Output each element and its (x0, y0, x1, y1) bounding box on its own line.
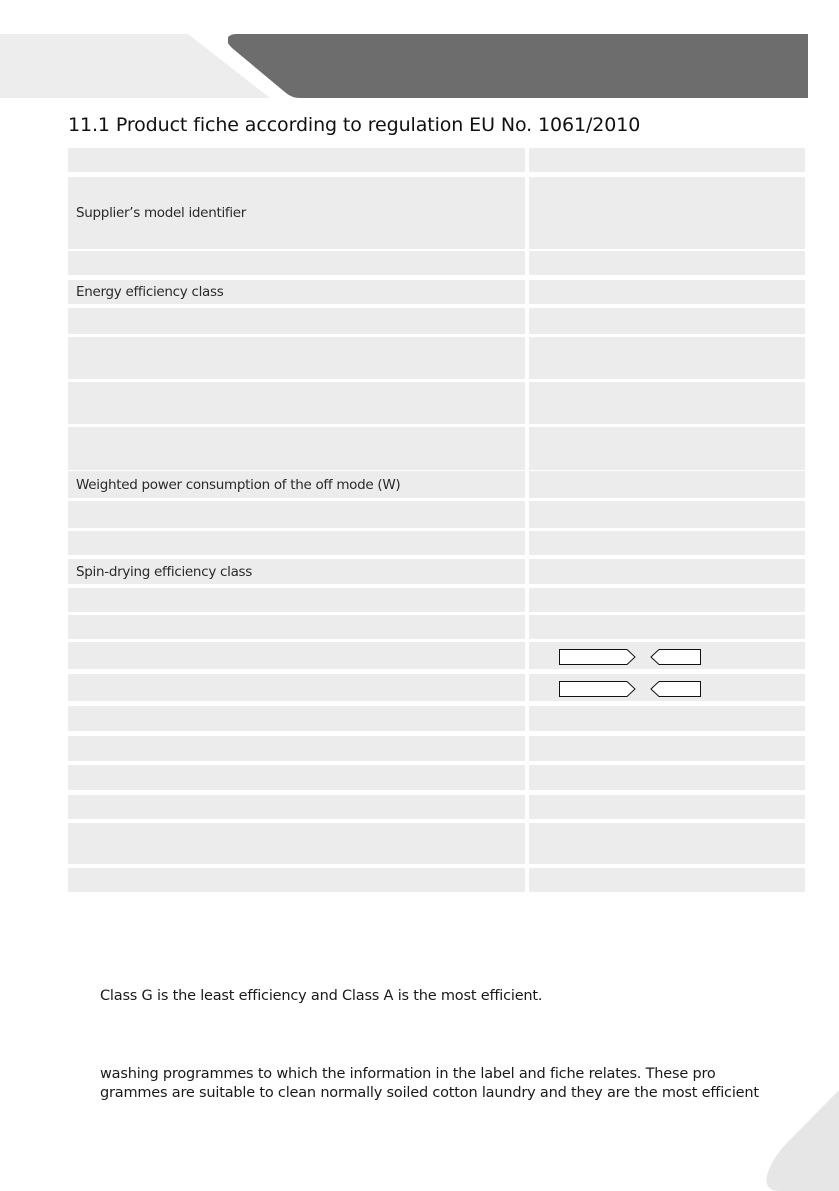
class-arrow-left-icon (651, 650, 701, 665)
fiche-value-cell (529, 280, 805, 304)
class-arrow-right-icon (560, 650, 636, 665)
fiche-row (68, 251, 805, 275)
class-arrow-right-icon (560, 682, 636, 697)
fiche-value-cell (529, 868, 805, 892)
efficiency-arrow-icon (559, 681, 701, 697)
fiche-value-cell (529, 148, 805, 172)
fiche-value-cell (529, 823, 805, 864)
fiche-label-cell (68, 642, 525, 669)
programme-note-line-2: grammes are suitable to clean normally soiled cotton laundry and they are the most efficient (100, 1085, 759, 1101)
page-corner-tab (760, 1090, 839, 1191)
fiche-value-cell (529, 642, 805, 669)
fiche-value-cell (529, 588, 805, 612)
fiche-label-cell (68, 823, 525, 864)
fiche-label-cell (68, 674, 525, 701)
fiche-label-cell (68, 615, 525, 639)
fiche-row (68, 177, 805, 249)
fiche-value-cell (529, 615, 805, 639)
fiche-value-cell (529, 471, 805, 498)
fiche-row (68, 531, 805, 555)
fiche-row (68, 427, 805, 470)
fiche-label-cell (68, 337, 525, 379)
fiche-value-cell (529, 337, 805, 379)
fiche-label-cell (68, 531, 525, 555)
fiche-row (68, 736, 805, 761)
fiche-row (68, 615, 805, 639)
fiche-value-cell (529, 674, 805, 701)
fiche-label-cell (68, 559, 525, 584)
fiche-row (68, 308, 805, 334)
fiche-value-cell (529, 795, 805, 819)
fiche-value-cell (529, 427, 805, 470)
fiche-label-cell (68, 308, 525, 334)
fiche-row (68, 823, 805, 864)
fiche-row (68, 868, 805, 892)
fiche-value-cell (529, 308, 805, 334)
fiche-value-cell (529, 501, 805, 528)
fiche-row (68, 337, 805, 379)
fiche-label-cell (68, 427, 525, 470)
fiche-row (68, 559, 805, 584)
fiche-value-cell (529, 251, 805, 275)
fiche-row (68, 280, 805, 304)
header-tab-dark (228, 34, 808, 98)
fiche-label-cell (68, 795, 525, 819)
fiche-label-cell (68, 280, 525, 304)
fiche-row (68, 674, 805, 701)
fiche-row (68, 588, 805, 612)
fiche-label-cell (68, 765, 525, 790)
fiche-row (68, 642, 805, 669)
fiche-label-cell (68, 177, 525, 249)
fiche-label-cell (68, 501, 525, 528)
fiche-row (68, 501, 805, 528)
fiche-label: Weighted power consumption of the off mode (W) (76, 476, 401, 493)
fiche-label-cell (68, 471, 525, 498)
fiche-label: Spin-drying efficiency class (76, 563, 253, 580)
fiche-value-cell (529, 559, 805, 584)
fiche-value-cell (529, 736, 805, 761)
efficiency-arrow-icon (559, 649, 701, 665)
fiche-value-cell (529, 177, 805, 249)
fiche-value-cell (529, 706, 805, 731)
fiche-label-cell (68, 251, 525, 275)
fiche-label-cell (68, 706, 525, 731)
fiche-label-cell (68, 868, 525, 892)
fiche-value-cell (529, 765, 805, 790)
class-arrow-left-icon (651, 682, 701, 697)
fiche-label: Energy efficiency class (76, 284, 224, 300)
fiche-row (68, 706, 805, 731)
fiche-value-cell (529, 531, 805, 555)
fiche-label-cell (68, 148, 525, 172)
fiche-row (68, 471, 805, 498)
fiche-label-cell (68, 736, 525, 761)
class-note: Class G is the least efficiency and Class A is the most efficient. (100, 988, 543, 1004)
fiche-row (68, 795, 805, 819)
fiche-row (68, 148, 805, 172)
fiche-row (68, 765, 805, 790)
fiche-value-cell (529, 382, 805, 424)
fiche-label-cell (68, 588, 525, 612)
section-title: 11.1 Product fiche according to regulation EU No. 1061/2010 (68, 114, 641, 136)
fiche-row (68, 382, 805, 424)
fiche-label: Supplier’s model identifier (76, 205, 247, 221)
fiche-label-cell (68, 382, 525, 424)
programme-note-line-1: washing programmes to which the information in the label and fiche relates. These pro (100, 1066, 716, 1082)
